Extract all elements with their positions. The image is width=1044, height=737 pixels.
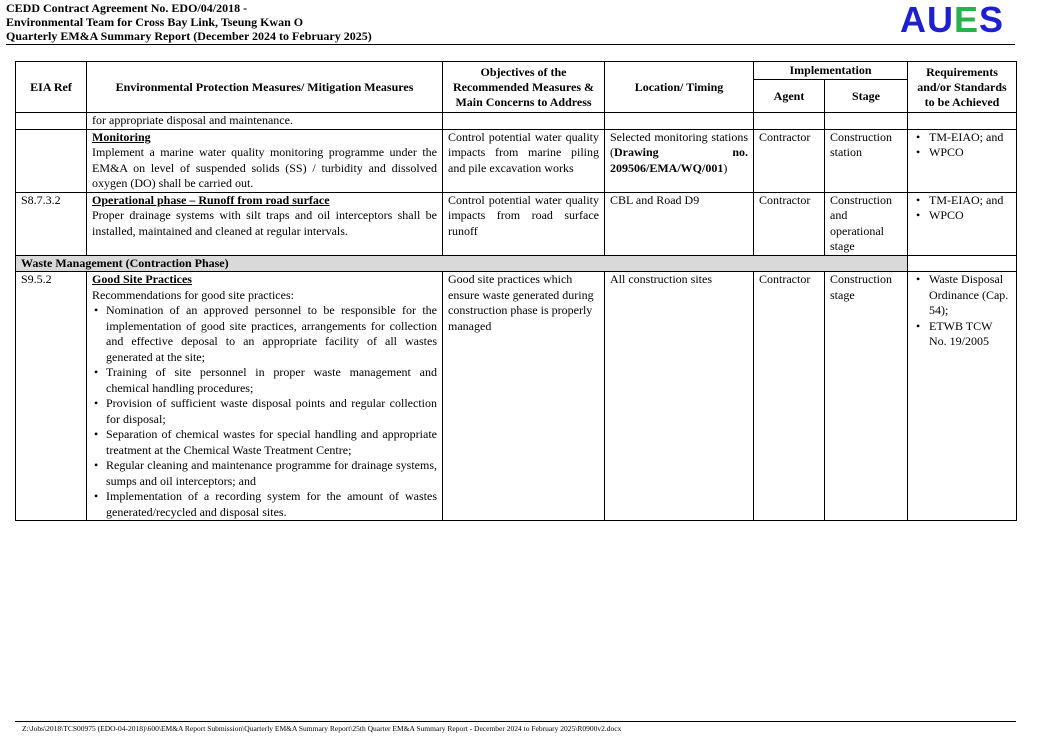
header-divider	[6, 44, 1015, 45]
stage-cell: Construction stage	[825, 272, 908, 521]
stage-cell: Construction and operational stage	[825, 192, 908, 255]
aues-logo: AUES	[900, 0, 1005, 40]
measure-title: Monitoring	[92, 129, 151, 144]
eia-ref-cell: S8.7.3.2	[16, 192, 87, 255]
mitigation-measures-table	[15, 61, 1017, 521]
measure-text: Implement a marine water quality monitoring programme under the EM&A on level of suspended solids (SS) / turbidity and dissolved oxygen (DO) shall be carried out.	[92, 145, 437, 190]
col-header-implementation: Implementation	[754, 62, 908, 80]
requirements-cell	[908, 272, 1017, 521]
header-report-line: Quarterly EM&A Summary Report (December 2024 to February 2025)	[6, 29, 372, 43]
measure-cell	[87, 192, 443, 255]
objectives-cell: Control potential water quality impacts from road surface runoff	[443, 192, 605, 255]
list-item: • Regular cleaning and maintenance programme for drainage systems, sumps and oil interceptors; and	[106, 458, 437, 489]
list-item: • Nomination of an approved personnel to be responsible for the implementation of good site practices, arrangements for collection and effective deposal to an appropriate facility of all wastes generated at the site;	[106, 303, 437, 365]
footer-divider	[15, 721, 1016, 722]
stage-cell: Construction station	[825, 129, 908, 192]
header-contract-line: CEDD Contract Agreement No. EDO/04/2018 -	[6, 1, 248, 15]
col-header-measures: Environmental Protection Measures/ Mitigation Measures	[87, 62, 443, 113]
table-row	[16, 272, 1017, 521]
requirements-cell	[908, 129, 1017, 192]
location-cell: Selected monitoring stations (Drawing no. 209506/EMA/WQ/001)	[605, 129, 754, 192]
list-item: • TM-EIAO; and	[929, 193, 1011, 209]
section-title: Waste Management (Contraction Phase)	[16, 255, 908, 272]
measure-text: for appropriate disposal and maintenance.	[87, 113, 443, 130]
measure-cell	[87, 129, 443, 192]
footer-file-path: Z:\Jobs\2018\TCS00975 (EDO-04-2018)\600\EM&A Report Submission\Quarterly EM&A Summary Report\25th Quarter EM&A Summary Report - December 2024 to February 2025\R0900v2.docx	[22, 724, 622, 733]
location-cell: All construction sites	[605, 272, 754, 521]
list-item: • ETWB TCW No. 19/2005	[929, 319, 1011, 350]
table-row	[16, 192, 1017, 255]
list-item: • Waste Disposal Ordinance (Cap. 54);	[929, 272, 1011, 319]
document-header	[6, 1, 372, 43]
requirements-cell	[908, 192, 1017, 255]
col-header-requirements: Requirements and/or Standards to be Achieved	[908, 62, 1017, 113]
list-item: • WPCO	[929, 145, 1011, 161]
header-project-line: Environmental Team for Cross Bay Link, Tseung Kwan O	[6, 15, 304, 29]
list-item: • Implementation of a recording system for the amount of wastes generated/recycled and disposal sites.	[106, 489, 437, 520]
eia-ref-cell	[16, 129, 87, 192]
section-row	[16, 255, 1017, 272]
col-header-stage: Stage	[825, 80, 908, 113]
agent-cell: Contractor	[754, 272, 825, 521]
measure-text: Recommendations for good site practices:	[92, 287, 294, 302]
list-item: • WPCO	[929, 208, 1011, 224]
objectives-cell: Control potential water quality impacts from marine piling and pile excavation works	[443, 129, 605, 192]
list-item: • Provision of sufficient waste disposal points and regular collection for disposal;	[106, 396, 437, 427]
table-row	[16, 113, 1017, 130]
col-header-location: Location/ Timing	[605, 62, 754, 113]
location-cell: CBL and Road D9	[605, 192, 754, 255]
measure-text: Proper drainage systems with silt traps and oil interceptors shall be installed, maintained and cleaned at regular intervals.	[92, 208, 437, 238]
col-header-objectives: Objectives of the Recommended Measures & Main Concerns to Address	[443, 62, 605, 113]
col-header-agent: Agent	[754, 80, 825, 113]
objectives-cell: Good site practices which ensure waste generated during construction phase is properly managed	[443, 272, 605, 521]
list-item: • Training of site personnel in proper waste management and chemical handling procedures;	[106, 365, 437, 396]
measure-title: Operational phase – Runoff from road surface	[92, 192, 330, 207]
measure-title: Good Site Practices	[92, 272, 192, 286]
table-header-row	[16, 62, 1017, 80]
agent-cell: Contractor	[754, 129, 825, 192]
list-item: • TM-EIAO; and	[929, 130, 1011, 146]
agent-cell: Contractor	[754, 192, 825, 255]
measure-cell	[87, 272, 443, 521]
col-header-eia-ref: EIA Ref	[16, 62, 87, 113]
table-row	[16, 129, 1017, 192]
list-item: • Separation of chemical wastes for special handling and appropriate treatment at the Chemical Waste Treatment Centre;	[106, 427, 437, 458]
eia-ref-cell: S9.5.2	[16, 272, 87, 521]
